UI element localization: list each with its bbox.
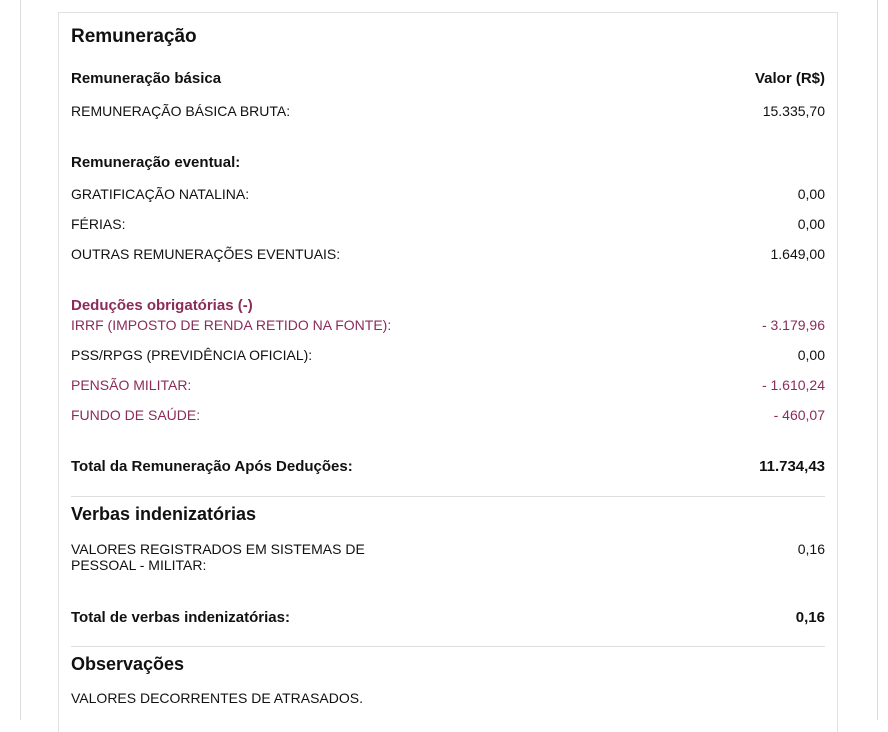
- row-value: - 460,07: [773, 407, 825, 423]
- outer-rule-right: [877, 0, 878, 720]
- section-title-remuneracao: Remuneração: [71, 26, 197, 47]
- row-label: IRRF (IMPOSTO DE RENDA RETIDO NA FONTE):: [71, 317, 392, 333]
- row-value: 0,00: [797, 186, 825, 202]
- outer-rule-left: [20, 0, 21, 720]
- row-label: VALORES REGISTRADOS EM SISTEMAS DE PESSOAL - MILITAR:: [71, 541, 365, 573]
- row-label: REMUNERAÇÃO BÁSICA BRUTA:: [71, 103, 291, 119]
- divider: [71, 496, 825, 497]
- row-gratificacao-natalina: [71, 186, 825, 206]
- total-label: Total de verbas indenizatórias:: [71, 609, 290, 626]
- row-total-indemnity: [71, 609, 825, 629]
- total-value: 11.734,43: [759, 458, 825, 475]
- row-label: OUTRAS REMUNERAÇÕES EVENTUAIS:: [71, 246, 341, 262]
- row-ferias: [71, 216, 825, 236]
- total-label: Total da Remuneração Após Deduções:: [71, 458, 353, 475]
- row-valores-registrados: [71, 541, 825, 577]
- divider: [71, 646, 825, 647]
- row-pss-rpgs: [71, 347, 825, 367]
- indemnity-heading: Verbas indenizatórias: [71, 504, 257, 524]
- row-total-after-deductions: [71, 458, 825, 478]
- remuneration-panel: [58, 12, 838, 732]
- row-outras-eventuais: [71, 246, 825, 266]
- row-irrf: [71, 317, 825, 337]
- row-label: GRATIFICAÇÃO NATALINA:: [71, 186, 250, 202]
- deductions-heading: Deduções obrigatórias (-): [71, 297, 253, 314]
- value-column-header: Valor (R$): [754, 70, 825, 87]
- notes-text-label: VALORES DECORRENTES DE ATRASADOS.: [71, 690, 363, 706]
- total-value: 0,16: [795, 609, 825, 626]
- row-pensao-militar: [71, 377, 825, 397]
- row-label: PENSÃO MILITAR:: [71, 377, 192, 393]
- row-value: 0,00: [797, 216, 825, 232]
- row-label: FUNDO DE SAÚDE:: [71, 407, 201, 423]
- row-label: FÉRIAS:: [71, 216, 126, 232]
- row-value: 0,16: [797, 541, 825, 557]
- row-value: 1.649,00: [770, 246, 825, 262]
- notes-text: [71, 690, 825, 710]
- row-value: - 1.610,24: [761, 377, 825, 393]
- notes-heading: Observações: [71, 654, 185, 674]
- row-fundo-saude: [71, 407, 825, 427]
- row-value: 15.335,70: [762, 103, 825, 119]
- row-value: - 3.179,96: [761, 317, 825, 333]
- row-basic-gross: [71, 103, 825, 123]
- row-value: 0,00: [797, 347, 825, 363]
- basic-heading: Remuneração básica: [71, 70, 222, 87]
- row-label: PSS/RPGS (PREVIDÊNCIA OFICIAL):: [71, 347, 313, 363]
- eventual-heading: Remuneração eventual:: [71, 154, 241, 171]
